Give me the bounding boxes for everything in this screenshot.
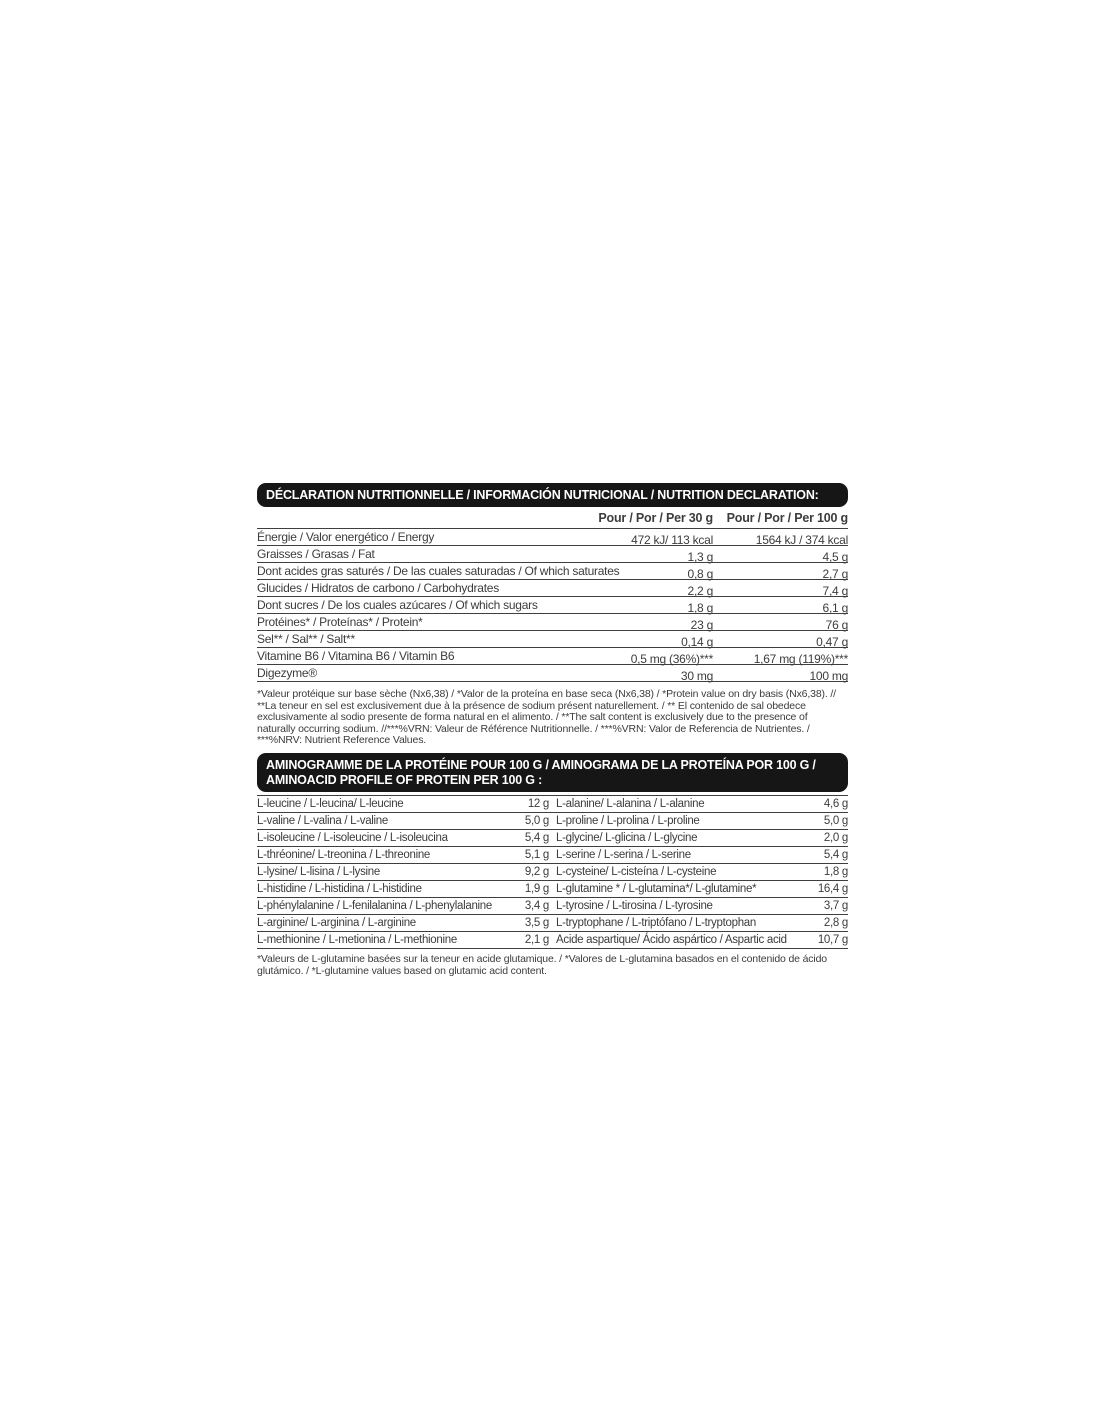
nutrient-label: Glucides / Hidratos de carbono / Carbohydrates — [257, 581, 499, 595]
amino-cell — [556, 796, 848, 812]
amino-label: L-methionine / L-metionina / L-methionine — [257, 933, 457, 946]
per-100g-value: 100 mg — [809, 669, 848, 683]
per-100g-column-header: Pour / Por / Per 100 g — [726, 511, 848, 525]
table-row — [257, 579, 848, 596]
table-row — [257, 630, 848, 647]
nutrient-label: Dont acides gras saturés / De las cuales saturadas / Of which saturates — [257, 564, 620, 578]
amino-cell — [257, 847, 549, 863]
per-100g-value: 76 g — [825, 618, 848, 632]
amino-label: L-histidine / L-histidina / L-histidine — [257, 882, 422, 895]
amino-label: L-proline / L-prolina / L-proline — [556, 814, 700, 827]
nutrient-label: Digezyme® — [257, 666, 317, 680]
amino-value: 5,0 g — [524, 814, 549, 827]
per-30g-value: 23 g — [690, 618, 713, 632]
nutrition-declaration-header — [257, 483, 848, 507]
table-row — [257, 596, 848, 613]
per-100g-value: 0,47 g — [816, 635, 848, 649]
amino-cell — [556, 881, 848, 897]
nutrition-label — [257, 483, 848, 977]
table-row — [257, 795, 848, 812]
amino-cell — [556, 864, 848, 880]
aminogram-title: AMINOGRAMME DE LA PROTÉINE POUR 100 G / AMINOGRAMA DE LA PROTEÍNA POR 100 G / AMINOACID PROFILE OF PROTEIN PER 100 G : — [266, 757, 816, 787]
per-30g-value: 472 kJ/ 113 kcal — [631, 533, 713, 547]
nutrition-footnote: *Valeur protéique sur base sèche (Nx6,38) / *Valor de la proteína en base seca (Nx6,38) / *Protein value on dry basis (Nx6,38). // **La teneur en sel est exclusivement due à la présence de sodium présent naturellement. / ** El contenido de sal obedece exclusivamente al sodio presente de forma natural en el alimento. / **The salt content is exclusively due to the presence of naturally occurring sodium. //***%VRN: Valeur de Référence Nutritionnelle. / ***%VRN: Valor de Referencia de Nutrientes. / ***%NRV: Nutrient Reference Values. — [257, 688, 836, 747]
amino-label: L-arginine/ L-arginina / L-arginine — [257, 916, 416, 929]
amino-cell — [556, 932, 848, 948]
amino-value: 2,1 g — [524, 933, 549, 946]
per-100g-value: 6,1 g — [822, 601, 848, 615]
aminogram-footnote: *Valeurs de L-glutamine basées sur la teneur en acide glutamique. / *Valores de L-glutamina basados en el contenido de ácido glutámico. / *L-glutamine values based on glutamic acid content. — [257, 952, 827, 977]
per-30g-value: 1,8 g — [687, 601, 713, 615]
table-row — [257, 863, 848, 880]
amino-cell — [257, 881, 549, 897]
amino-value: 5,4 g — [524, 831, 549, 844]
amino-label: L-tyrosine / L-tirosina / L-tyrosine — [556, 899, 713, 912]
column-header-row — [257, 507, 848, 528]
amino-label: L-valine / L-valina / L-valine — [257, 814, 388, 827]
amino-value: 9,2 g — [524, 865, 549, 878]
amino-cell — [257, 932, 549, 948]
amino-value: 5,0 g — [823, 814, 848, 827]
amino-cell — [556, 830, 848, 846]
amino-cell — [257, 915, 549, 931]
nutrient-label: Énergie / Valor energético / Energy — [257, 530, 435, 544]
column-header-spacer — [257, 511, 583, 526]
amino-label: L-isoleucine / L-isoleucine / L-isoleucina — [257, 831, 448, 844]
amino-value: 3,7 g — [823, 899, 848, 912]
table-row — [257, 528, 848, 545]
table-row — [257, 829, 848, 846]
table-row — [257, 647, 848, 664]
table-row — [257, 897, 848, 914]
per-30g-value: 2,2 g — [687, 584, 713, 598]
amino-label: Acide aspartique/ Ácido aspártico / Aspartic acid — [556, 933, 787, 946]
amino-label: L-tryptophane / L-triptófano / L-tryptophan — [556, 916, 756, 929]
amino-value: 2,8 g — [823, 916, 848, 929]
table-row — [257, 562, 848, 579]
amino-value: 3,4 g — [524, 899, 549, 912]
nutrient-label: Protéines* / Proteínas* / Protein* — [257, 615, 423, 629]
per-30g-value: 0,14 g — [681, 635, 713, 649]
amino-cell — [556, 915, 848, 931]
amino-label: L-thréonine/ L-treonina / L-threonine — [257, 848, 431, 861]
nutrient-label: Dont sucres / De los cuales azúcares / Of which sugars — [257, 598, 538, 612]
table-row — [257, 846, 848, 863]
amino-value: 2,0 g — [823, 831, 848, 844]
amino-value: 5,4 g — [823, 848, 848, 861]
amino-label: L-leucine / L-leucina/ L-leucine — [257, 797, 404, 810]
nutrition-declaration-title: DÉCLARATION NUTRITIONNELLE / INFORMACIÓN NUTRICIONAL / NUTRITION DECLARATION: — [266, 488, 819, 502]
table-row — [257, 613, 848, 630]
amino-value: 10,7 g — [817, 933, 848, 946]
amino-cell — [556, 813, 848, 829]
nutrition-table — [257, 528, 848, 682]
amino-cell — [556, 898, 848, 914]
amino-cell — [257, 796, 549, 812]
amino-label: L-phénylalanine / L-fenilalanina / L-phenylalanine — [257, 899, 492, 912]
per-30g-value: 30 mg — [680, 669, 713, 683]
per-30g-value: 0,8 g — [687, 567, 713, 581]
table-row — [257, 812, 848, 829]
per-100g-value: 2,7 g — [822, 567, 848, 581]
amino-cell — [257, 813, 549, 829]
table-row — [257, 545, 848, 562]
amino-cell — [556, 847, 848, 863]
amino-label: L-glycine/ L-glicina / L-glycine — [556, 831, 698, 844]
amino-value: 5,1 g — [524, 848, 549, 861]
aminogram-table — [257, 795, 848, 949]
amino-label: L-lysine/ L-lisina / L-lysine — [257, 865, 380, 878]
per-100g-value: 1564 kJ / 374 kcal — [755, 533, 848, 547]
amino-value: 1,9 g — [524, 882, 549, 895]
per-30g-column-header: Pour / Por / Per 30 g — [598, 511, 713, 525]
amino-label: L-alanine/ L-alanina / L-alanine — [556, 797, 705, 810]
amino-value: 1,8 g — [823, 865, 848, 878]
table-row — [257, 914, 848, 931]
table-row — [257, 664, 848, 681]
nutrient-label: Vitamine B6 / Vitamina B6 / Vitamin B6 — [257, 649, 455, 663]
per-100g-value: 1,67 mg (119%)*** — [753, 652, 848, 666]
amino-label: L-glutamine * / L-glutamina*/ L-glutamine* — [556, 882, 757, 895]
amino-value: 3,5 g — [524, 916, 549, 929]
amino-value: 12 g — [527, 797, 549, 810]
per-30g-value: 1,3 g — [687, 550, 713, 564]
amino-cell — [257, 898, 549, 914]
nutrient-label: Graisses / Grasas / Fat — [257, 547, 375, 561]
amino-cell — [257, 830, 549, 846]
per-100g-value: 7,4 g — [822, 584, 848, 598]
amino-cell — [257, 864, 549, 880]
per-100g-value: 4,5 g — [822, 550, 848, 564]
table-row — [257, 931, 848, 948]
per-30g-value: 0,5 mg (36%)*** — [630, 652, 713, 666]
amino-value: 4,6 g — [823, 797, 848, 810]
aminogram-header — [257, 753, 848, 792]
table-row — [257, 880, 848, 897]
amino-label: L-cysteine/ L-cisteína / L-cysteine — [556, 865, 717, 878]
amino-label: L-serine / L-serina / L-serine — [556, 848, 691, 861]
amino-value: 16,4 g — [817, 882, 848, 895]
nutrient-label: Sel** / Sal** / Salt** — [257, 632, 355, 646]
